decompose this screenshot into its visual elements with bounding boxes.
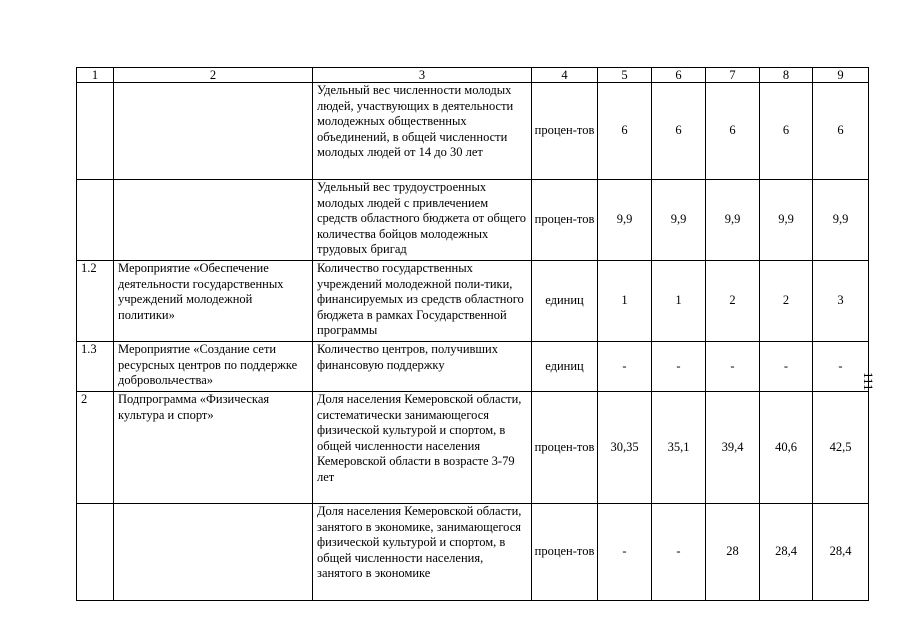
table-row <box>77 180 869 261</box>
value-year-2: 6 <box>652 83 706 180</box>
row-number <box>77 504 114 601</box>
value-year-1: 1 <box>598 261 652 342</box>
table-row <box>77 83 869 180</box>
event-name: Мероприятие «Обеспечение деятельности государственных учреждений молодежной политики» <box>114 261 313 342</box>
table-row <box>77 504 869 601</box>
event-name <box>114 504 313 601</box>
event-name <box>114 180 313 261</box>
value-year-4: 9,9 <box>760 180 813 261</box>
column-number-7: 7 <box>706 68 760 83</box>
value-year-5: 28,4 <box>813 504 869 601</box>
value-year-3: 6 <box>706 83 760 180</box>
value-year-3: 28 <box>706 504 760 601</box>
value-year-2: 35,1 <box>652 392 706 504</box>
value-year-4: 40,6 <box>760 392 813 504</box>
column-number-3: 3 <box>313 68 532 83</box>
unit: процен-тов <box>532 392 598 504</box>
value-year-3: 9,9 <box>706 180 760 261</box>
value-year-3: 2 <box>706 261 760 342</box>
event-name <box>114 83 313 180</box>
indicators-table <box>76 67 869 601</box>
column-number-2: 2 <box>114 68 313 83</box>
row-number <box>77 83 114 180</box>
value-year-1: 6 <box>598 83 652 180</box>
unit: единиц <box>532 261 598 342</box>
value-year-4: - <box>760 342 813 392</box>
row-number: 1.3 <box>77 342 114 392</box>
unit: процен-тов <box>532 180 598 261</box>
indicator-name: Доля населения Кемеровской области, систематически занимающегося физической культурой и спортом, в общей численности населения Кемеровской области в возрасте 3-79 лет <box>313 392 532 504</box>
unit: процен-тов <box>532 83 598 180</box>
event-name: Мероприятие «Создание сети ресурсных центров по поддержке добровольчества» <box>114 342 313 392</box>
value-year-5: - <box>813 342 869 392</box>
indicator-name: Количество государственных учреждений молодежной поли-тики, финансируемых из средств областного бюджета в рамках Государственной программы <box>313 261 532 342</box>
value-year-2: 9,9 <box>652 180 706 261</box>
value-year-5: 9,9 <box>813 180 869 261</box>
value-year-5: 3 <box>813 261 869 342</box>
column-number-4: 4 <box>532 68 598 83</box>
column-number-6: 6 <box>652 68 706 83</box>
value-year-3: 39,4 <box>706 392 760 504</box>
value-year-2: 1 <box>652 261 706 342</box>
value-year-1: - <box>598 342 652 392</box>
unit: единиц <box>532 342 598 392</box>
table-row <box>77 261 869 342</box>
table-row <box>77 342 869 392</box>
value-year-2: - <box>652 342 706 392</box>
page-number: 111 <box>861 372 876 391</box>
row-number: 1.2 <box>77 261 114 342</box>
indicator-name: Доля населения Кемеровской области, занятого в экономике, занимающегося физической культурой и спортом, в общей численности населения, занятого в экономике <box>313 504 532 601</box>
indicator-name: Количество центров, получивших финансовую поддержку <box>313 342 532 392</box>
value-year-4: 28,4 <box>760 504 813 601</box>
column-number-8: 8 <box>760 68 813 83</box>
value-year-5: 6 <box>813 83 869 180</box>
indicator-name: Удельный вес трудоустроенных молодых людей с привлечением средств областного бюджета от общего количества бойцов молодежных трудовых бригад <box>313 180 532 261</box>
value-year-1: 9,9 <box>598 180 652 261</box>
value-year-1: - <box>598 504 652 601</box>
column-number-1: 1 <box>77 68 114 83</box>
value-year-4: 2 <box>760 261 813 342</box>
unit: процен-тов <box>532 504 598 601</box>
table-row <box>77 392 869 504</box>
row-number: 2 <box>77 392 114 504</box>
value-year-4: 6 <box>760 83 813 180</box>
column-number-9: 9 <box>813 68 869 83</box>
value-year-2: - <box>652 504 706 601</box>
value-year-1: 30,35 <box>598 392 652 504</box>
indicator-name: Удельный вес численности молодых людей, участвующих в деятельности молодежных общественных объединений, в общей численности молодых людей от 14 до 30 лет <box>313 83 532 180</box>
value-year-3: - <box>706 342 760 392</box>
value-year-5: 42,5 <box>813 392 869 504</box>
event-name: Подпрограмма «Физическая культура и спорт» <box>114 392 313 504</box>
column-number-5: 5 <box>598 68 652 83</box>
row-number <box>77 180 114 261</box>
table-header-row <box>77 68 869 83</box>
